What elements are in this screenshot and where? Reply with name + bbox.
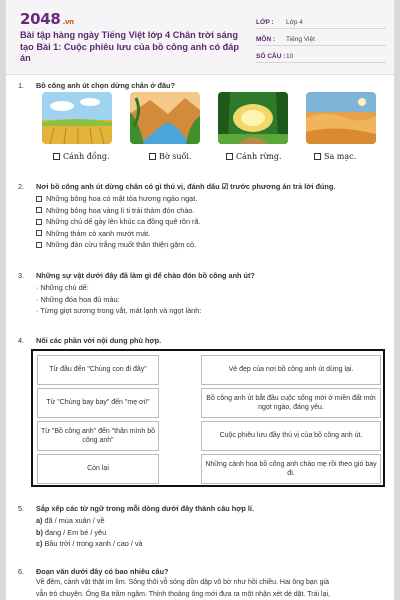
option-label: Những chú dế gảy lên khúc ca đồng quê rôn rã. xyxy=(46,217,201,226)
option-label: Bờ suối. xyxy=(159,152,192,161)
question-text: Nơi bồ công anh út dừng chân có gì thú vị, đánh dấu ☑ trước phương án trả lời đúng. xyxy=(36,182,336,191)
question-2 xyxy=(18,182,384,251)
passage-line: Về đêm, cảnh vật thật im lìm. Sông thôi vỗ sóng dồn dập vô bờ như hồi chiều. Hai ông bạn già xyxy=(36,579,329,586)
meta-value: Tiếng Việt xyxy=(286,36,315,43)
question-text: Đoạn văn dưới đây có bao nhiêu câu? xyxy=(36,567,169,576)
meta-row-subject xyxy=(256,29,386,46)
q3-line: · Từng giọt sương trong vắt, mát lạnh và ngọt lành: xyxy=(36,306,202,315)
question-4 xyxy=(18,336,384,345)
site-logo[interactable] xyxy=(20,10,74,28)
option-label: Cánh rừng. xyxy=(236,152,282,161)
question-number: 2. xyxy=(18,182,25,191)
q3-line: · Những đóa hoa đủ màu: xyxy=(36,294,120,304)
q2-option-1[interactable] xyxy=(18,193,384,205)
meta-value: Lớp 4 xyxy=(286,19,303,26)
meta-value: 10 xyxy=(286,53,294,60)
question-6 xyxy=(18,567,384,600)
q2-option-2[interactable] xyxy=(18,205,384,217)
question-number: 5. xyxy=(18,504,25,513)
option-label: Những thảm cỏ xanh mướt mát. xyxy=(46,228,151,238)
left-cell-3[interactable]: Từ "Bồ công anh" đến "thân mình bồ công anh" xyxy=(37,421,159,451)
meta-row-class xyxy=(256,12,386,29)
stream-picture xyxy=(130,92,200,144)
item-text: đang / Em bé / yêu xyxy=(44,527,107,537)
right-cell-4[interactable]: Những cánh hoa bồ công anh chào mẹ rồi theo gió bay đi. xyxy=(201,454,381,484)
option-label: Sa mạc. xyxy=(324,152,357,161)
checkbox-icon xyxy=(36,242,42,248)
left-cell-2[interactable]: Từ "Chúng bay bay" đến "mẹ ơi!" xyxy=(37,388,159,418)
checkbox-icon xyxy=(53,153,60,160)
question-text: Những sự vật dưới đây đã làm gì để chào đón bồ công anh út? xyxy=(36,271,255,280)
q5-item-a xyxy=(18,515,384,527)
option-label: Những đàn cừu trắng muốt thân thiện gặm cỏ. xyxy=(46,240,197,249)
document-title: Bài tập hàng ngày Tiếng Việt lớp 4 Chân trời sáng tạo Bài 1: Cuộc phiêu lưu của bồ công anh có đáp án xyxy=(20,30,240,63)
q1-option-4[interactable] xyxy=(314,152,356,161)
checkbox-icon xyxy=(36,230,42,236)
q2-option-3[interactable] xyxy=(18,216,384,228)
checkbox-icon xyxy=(36,219,42,225)
option-label: Cánh đồng. xyxy=(63,152,110,161)
meta-key: LỚP : xyxy=(256,19,274,26)
q1-pictures xyxy=(42,92,378,144)
passage-line: vẫn trò chuyện. Ông Ba trầm ngâm. Thỉnh thoảng ông mới đưa ra một nhận xét dè dặt. Trái lại, xyxy=(36,590,330,598)
logo-text: 2048 xyxy=(20,10,61,28)
document-page xyxy=(6,0,394,600)
q1-option-1[interactable] xyxy=(53,152,110,161)
checkbox-icon xyxy=(314,153,321,160)
q2-option-5[interactable] xyxy=(18,239,384,251)
checkbox-icon xyxy=(36,196,42,202)
question-text: Sắp xếp các từ ngữ trong mỗi dòng dưới đây thành câu hợp lí. xyxy=(36,504,254,513)
question-text: Bồ công anh út chọn dừng chân ở đâu? xyxy=(36,81,175,90)
question-number: 4. xyxy=(18,336,25,345)
question-number: 3. xyxy=(18,271,25,280)
field-picture xyxy=(42,92,112,144)
left-cell-4[interactable]: Còn lại xyxy=(37,454,159,484)
item-text: Bầu trời / trong xanh / cao / và xyxy=(44,539,143,548)
checkbox-icon xyxy=(226,153,233,160)
question-1 xyxy=(18,81,384,90)
q2-option-4[interactable] xyxy=(18,228,384,240)
desert-picture xyxy=(306,92,376,144)
item-label: c) xyxy=(36,539,43,548)
item-text: đã / mùa xuân / về xyxy=(44,516,105,525)
option-label: Những bông hoa vàng lí ti trải thảm đón chào. xyxy=(46,205,195,215)
left-cell-1[interactable]: Từ đầu đến "Chúng con đi đây" xyxy=(37,355,159,385)
right-cell-2[interactable]: Bồ công anh út bắt đầu cuộc sống mới ở miền đất mới ngọt ngào, đáng yêu. xyxy=(201,388,381,418)
q3-line: · Những chú dế: xyxy=(36,283,89,292)
question-number: 6. xyxy=(18,567,25,576)
question-5 xyxy=(18,504,384,550)
item-label: b) xyxy=(36,527,43,537)
right-cell-1[interactable]: Vẻ đẹp của nơi bồ công anh út dừng lại. xyxy=(201,355,381,385)
question-text: Nối các phần với nội dung phù hợp. xyxy=(36,336,162,345)
meta-info xyxy=(256,12,386,63)
right-cell-3[interactable]: Cuộc phiêu lưu đầy thú vị của bồ công anh út. xyxy=(201,421,381,451)
meta-row-count xyxy=(256,46,386,63)
document-header xyxy=(6,0,394,75)
matching-table xyxy=(31,349,385,487)
q1-option-2[interactable] xyxy=(149,152,192,161)
question-number: 1. xyxy=(18,81,25,90)
meta-key: SỐ CÂU : xyxy=(256,53,286,60)
q1-option-3[interactable] xyxy=(226,152,282,161)
item-label: a) xyxy=(36,516,43,525)
meta-key: MÔN : xyxy=(256,36,276,43)
logo-suffix: .vn xyxy=(62,18,74,26)
checkbox-icon xyxy=(36,207,42,213)
forest-picture xyxy=(218,92,288,144)
q5-item-b xyxy=(18,527,384,539)
checkbox-icon xyxy=(149,153,156,160)
q5-item-c xyxy=(18,538,384,550)
option-label: Những bông hoa có mật tỏa hương ngào ngạt. xyxy=(46,194,198,203)
question-3 xyxy=(18,271,384,317)
